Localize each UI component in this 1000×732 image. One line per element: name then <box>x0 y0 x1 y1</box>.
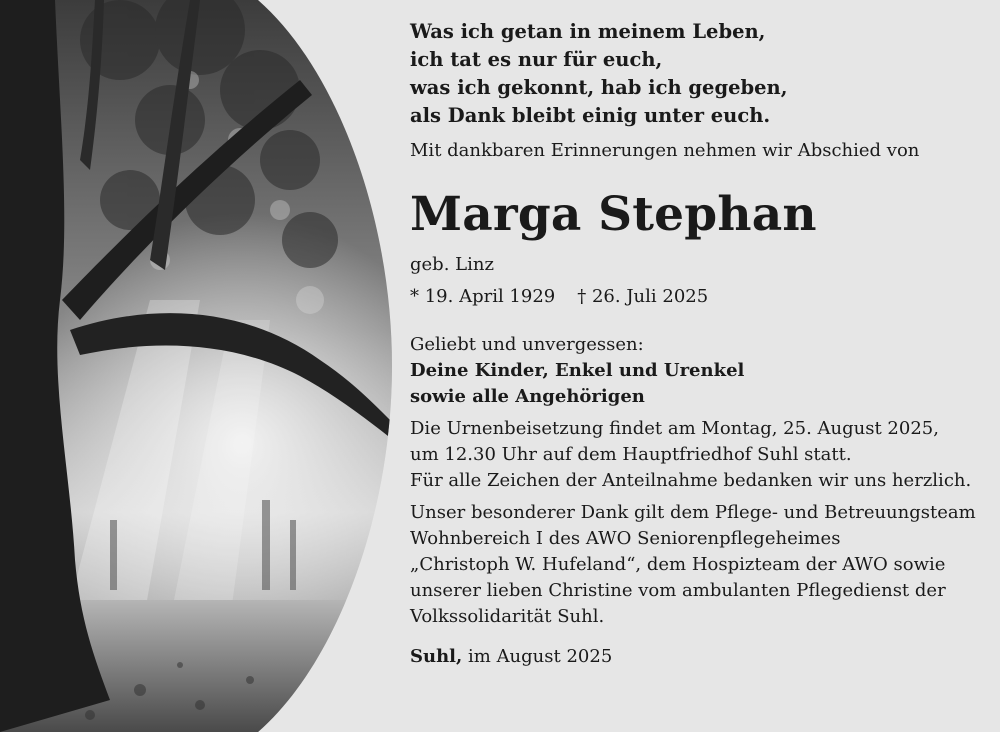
poem-line: ich tat es nur für euch, <box>410 48 663 71</box>
mourners-line: sowie alle Angehörigen <box>410 386 645 407</box>
ceremony-line: um 12.30 Uhr auf dem Hauptfriedhof Suhl statt. <box>410 444 852 465</box>
ceremony-line: Die Urnenbeisetzung findet am Montag, 25. August 2025, <box>410 418 939 439</box>
thanks-line: Wohnbereich I des AWO Seniorenpflegeheimes <box>410 528 841 549</box>
ceremony-info <box>410 416 990 494</box>
poem-line: was ich gekonnt, hab ich gegeben, <box>410 76 788 99</box>
poem-line: Was ich getan in meinem Leben, <box>410 20 766 43</box>
mourners-intro: Geliebt und unvergessen: <box>410 334 644 355</box>
life-dates <box>410 284 990 310</box>
farewell-intro: Mit dankbaren Erinnerungen nehmen wir Abschied von <box>410 140 920 161</box>
mourners-block <box>410 332 990 410</box>
maiden-name: geb. Linz <box>410 254 494 275</box>
special-thanks <box>410 500 990 630</box>
death-date: † 26. Juli 2025 <box>577 286 709 307</box>
place: Suhl, <box>410 646 463 667</box>
poem-line: als Dank bleibt einig unter euch. <box>410 104 771 127</box>
place-date <box>410 644 990 670</box>
thanks-line: Unser besonderer Dank gilt dem Pflege- und Betreuungsteam <box>410 502 976 523</box>
birth-date: * 19. April 1929 <box>410 286 556 307</box>
forest-tree-photo <box>0 0 400 732</box>
ceremony-line: Für alle Zeichen der Anteilnahme bedanken wir uns herzlich. <box>410 470 972 491</box>
thanks-line: „Christoph W. Hufeland“, dem Hospizteam der AWO sowie <box>410 554 946 575</box>
obituary-text <box>410 18 990 670</box>
mourners-line: Deine Kinder, Enkel und Urenkel <box>410 360 745 381</box>
thanks-line: Volkssolidarität Suhl. <box>410 606 605 627</box>
deceased-name: Marga Stephan <box>410 187 817 242</box>
notice-date: im August 2025 <box>468 646 613 667</box>
memorial-poem <box>410 18 990 130</box>
thanks-line: unserer lieben Christine vom ambulanten Pflegedienst der <box>410 580 946 601</box>
